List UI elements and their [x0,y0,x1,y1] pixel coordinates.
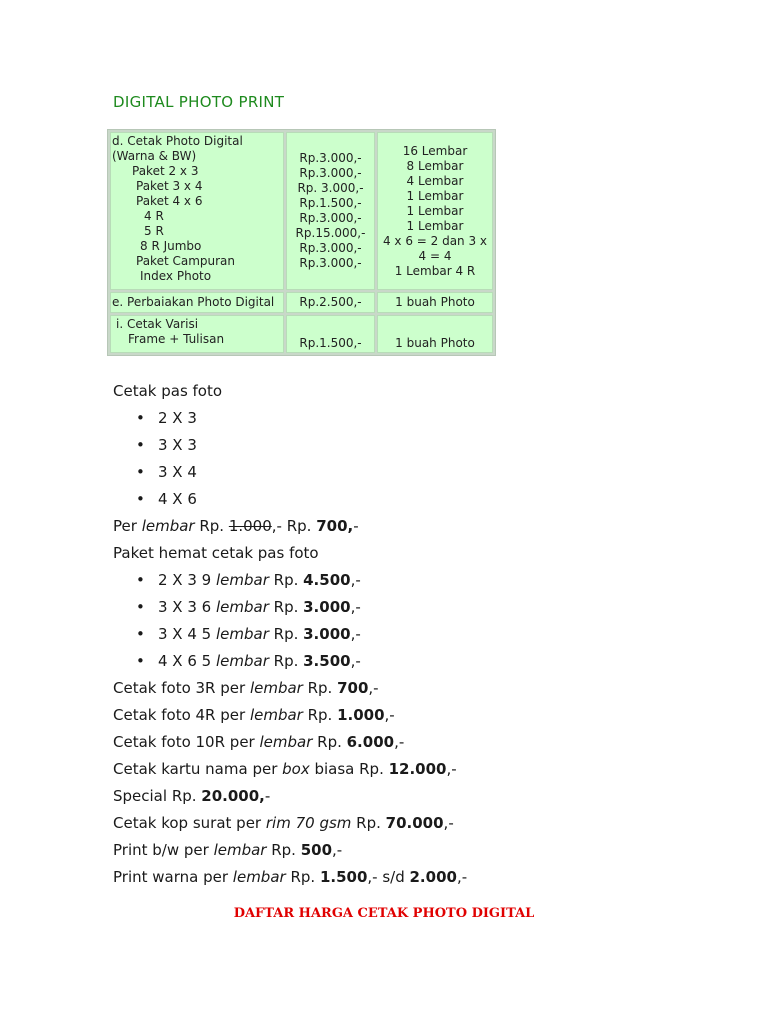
service-line: (Warna & BW) [112,149,197,163]
table-row [110,292,493,313]
quantity-line: 1 Lembar [406,218,464,233]
list-item: • 2 X 3 9 lembar Rp. 4.500,- [158,567,467,594]
list-item: • 2 X 3 [158,405,467,432]
price-table [107,129,496,356]
service-line: 4 R [144,209,164,223]
price-line-foto-10r: Cetak foto 10R per lembar Rp. 6.000,- [113,733,405,751]
service-line: Index Photo [140,269,212,283]
service-line: Paket Campuran [136,254,236,268]
pas-foto-sizes [113,405,467,513]
price-line-print-warna: Print warna per lembar Rp. 1.500,- s/d 2.000,- [113,868,468,886]
price-line-foto-4r: Cetak foto 4R per lembar Rp. 1.000,- [113,706,395,724]
quantity-cell [377,132,493,290]
list-item: • 3 X 3 [158,432,467,459]
quantity-line: 1 Lembar [406,188,464,203]
quantity-line: 1 Lembar 4 R [394,263,476,278]
price-line-print-bw: Print b/w per lembar Rp. 500,- [113,841,343,859]
quantity-cell: 1 buah Photo [377,292,493,313]
service-line: d. Cetak Photo Digital [112,134,243,148]
price-list [113,378,467,891]
service-line: Paket 2 x 3 [132,164,199,178]
list-item: • 3 X 3 6 lembar Rp. 3.000,- [158,594,467,621]
service-line: i. Cetak Varisi [116,317,199,331]
list-item: • 4 X 6 5 lembar Rp. 3.500,- [158,648,467,675]
service-line: Paket 3 x 4 [136,179,203,193]
table-row [110,132,493,290]
price-cell [286,132,375,290]
service-cell [110,132,284,290]
quantity-line: 1 Lembar [406,203,464,218]
price-line-special: Special Rp. 20.000,- [113,787,271,805]
quantity-line: 4 x 6 = 2 dan 3 x [382,233,488,248]
price-cell: Rp.2.500,- [286,292,375,313]
quantity-line: 16 Lembar [402,143,468,158]
service-line: 5 R [144,224,164,238]
quantity-line: 8 Lembar [406,158,464,173]
price-line-foto-3r: Cetak foto 3R per lembar Rp. 700,- [113,679,379,697]
quantity-cell: 1 buah Photo [377,315,493,353]
service-cell: e. Perbaiakan Photo Digital [110,292,284,313]
quantity-line: 4 Lembar [406,173,464,188]
footer-heading: DAFTAR HARGA CETAK PHOTO DIGITAL [233,906,535,921]
price-line-kartu-nama: Cetak kartu nama per box biasa Rp. 12.000,- [113,760,457,778]
price-line: Rp.3.000,- [299,241,362,255]
new-price: 700, [316,517,354,535]
price-cell: Rp.1.500,- [286,315,375,353]
table-row [110,315,493,353]
page-title: DIGITAL PHOTO PRINT [113,93,285,111]
price-line: Rp.15.000,- [295,226,366,240]
price-line: Rp.1.500,- [299,196,362,210]
price-line: Rp.3.000,- [299,211,362,225]
paket-hemat-list [113,567,467,675]
list-item: • 4 X 6 [158,486,467,513]
price-line: Rp.3.000,- [299,256,362,270]
price-line: Rp.3.000,- [299,166,362,180]
price-line: Rp.3.000,- [299,151,362,165]
list-item: • 3 X 4 [158,459,467,486]
old-price: 1.000 [228,517,272,535]
list-item: • 3 X 4 5 lembar Rp. 3.000,- [158,621,467,648]
service-line: Frame + Tulisan [128,332,225,346]
section-heading: Paket hemat cetak pas foto [113,544,319,562]
service-line: Paket 4 x 6 [136,194,203,208]
service-cell [110,315,284,353]
price-line-kop-surat: Cetak kop surat per rim 70 gsm Rp. 70.000,- [113,814,454,832]
quantity-line: 4 = 4 [418,248,452,263]
per-lembar-price: Per lembar Rp. 1.000,- Rp. 700,- [113,517,359,535]
price-line: Rp. 3.000,- [297,181,364,195]
service-line: 8 R Jumbo [140,239,202,253]
section-heading: Cetak pas foto [113,382,223,400]
